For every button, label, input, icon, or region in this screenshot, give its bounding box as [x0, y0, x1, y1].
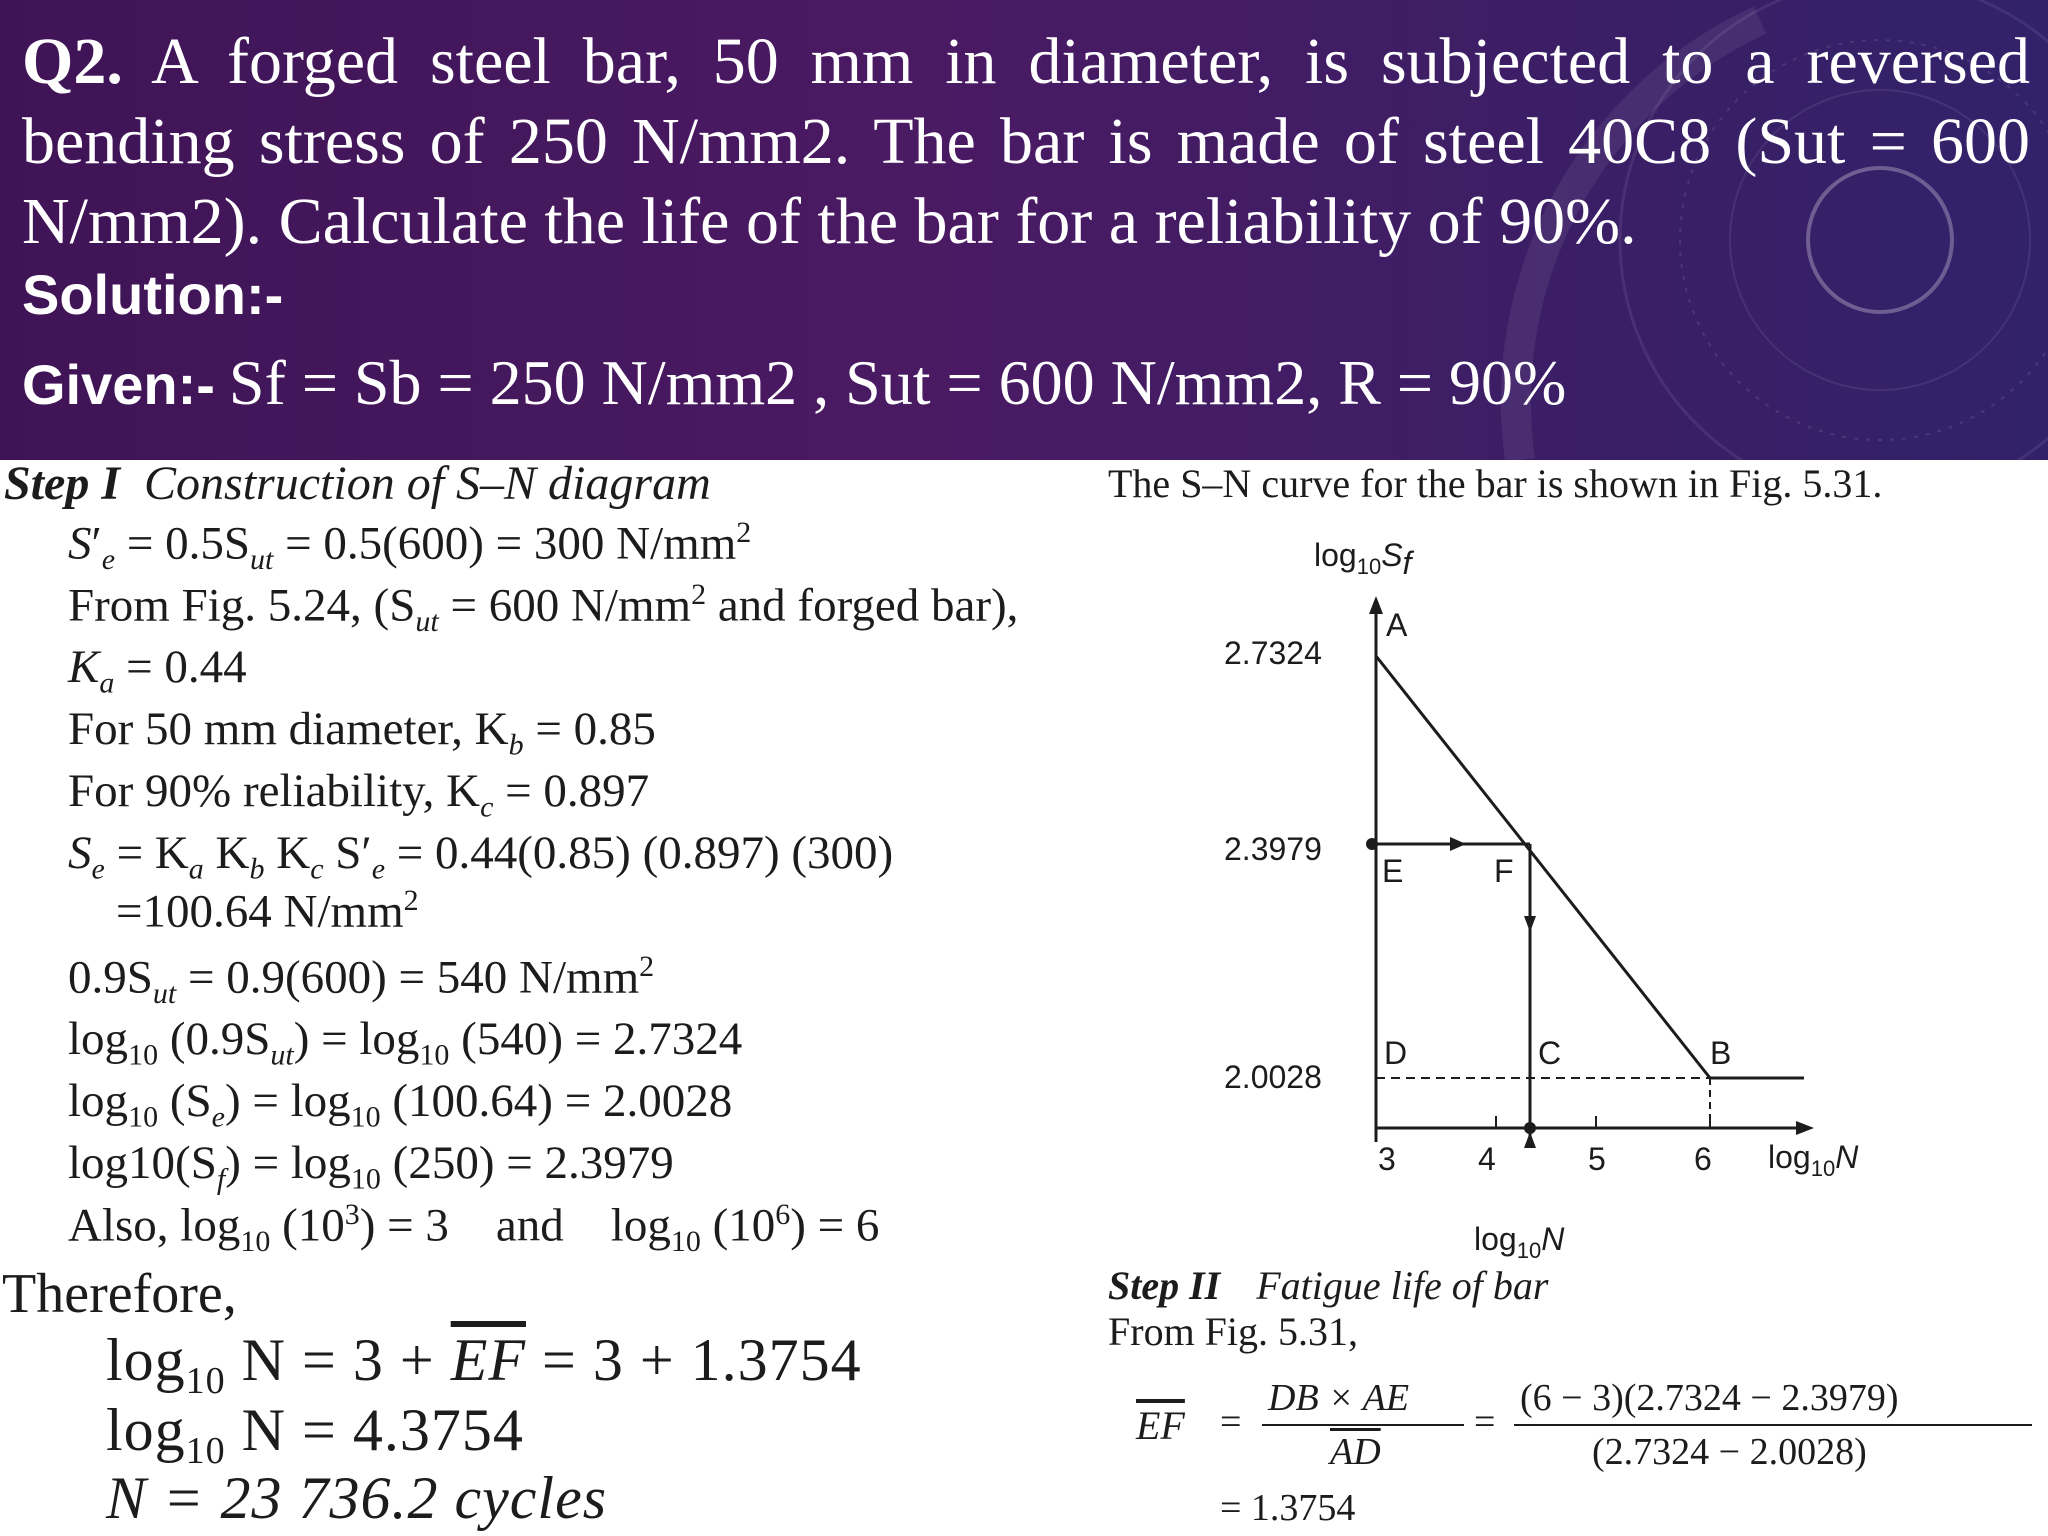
- y-tick-label-3: 2.0028: [1224, 1059, 1322, 1095]
- eq-09sut: $0.9S_{ut} = 0.9(600) = 540$ $N/mm^2$: [68, 950, 655, 1011]
- x-axis-label: $\log_{10}N$: [1768, 1139, 1859, 1181]
- solution-label: Solution:-: [22, 263, 284, 326]
- equals-sign-2: =: [1474, 1401, 1496, 1443]
- point-label-f: F: [1494, 853, 1514, 889]
- ef-result: = 1.3754: [1220, 1487, 1356, 1529]
- question-line-2: bending stress of 250 N/mm2. The bar is made of steel 40C8 (Sut = 600: [22, 105, 2030, 178]
- point-label-e: E: [1382, 853, 1404, 889]
- fraction1-numerator: DB × AE: [1268, 1377, 1410, 1419]
- question-line-3: N/mm2). Calculate the life of the bar for a reliability of 90%.: [22, 185, 1637, 258]
- eq-log-se: $\log_{10} (S_e) = \log_{10} (100.64) = 2.0028$: [68, 1075, 733, 1134]
- sn-diagram: [1180, 520, 1900, 1260]
- step1-label: Step I: [4, 457, 121, 510]
- x-axis-arrow: [1796, 1121, 1814, 1135]
- point-e-dot: [1366, 838, 1378, 850]
- eq-log-09sut: $\log_{10} (0.9S_{ut}) = \log_{10} (540) = 2.7324$: [68, 1013, 743, 1072]
- x-tick-label-6: 6: [1694, 1141, 1712, 1177]
- result-line-2: $\log_{10} N = 4.3754$: [106, 1397, 524, 1472]
- figure-caption: The S–N curve for the bar is shown in Fig. 5.31.: [1108, 461, 1883, 506]
- x-axis-label-bottom: $\log_{10}N$: [1474, 1221, 1565, 1260]
- eq-from-fig-524: From Fig. 5.24, ($S_{ut} = 600$ $N/mm^2$ and forged bar),: [68, 578, 1019, 639]
- point-label-a: A: [1386, 607, 1408, 643]
- y-axis-label: $\log_{10}Sf$: [1314, 537, 1412, 581]
- eq-se-value: =100.64 $N/mm^2$: [116, 884, 419, 938]
- given-row: [22, 346, 1566, 420]
- eq-log-sf: $\log 10(S_f) = \log_{10} (250) = 2.3979$: [68, 1137, 674, 1196]
- therefore-label: Therefore,: [2, 1263, 237, 1325]
- y-axis-arrow: [1369, 596, 1383, 614]
- fraction1-denominator: $\overline{AD}$: [1330, 1431, 1381, 1473]
- eq-kb: For 50 mm diameter, $K_b = 0.85$: [68, 703, 656, 762]
- eq-also-logs: Also, $\log_{10} (10^3) = 3$ and $\log_{10} (10^6) = 6$: [68, 1198, 880, 1259]
- equals-sign-1: =: [1220, 1401, 1242, 1443]
- x-tick-label-4: 4: [1478, 1141, 1496, 1177]
- title-banner: [0, 0, 2048, 460]
- eq-se-prime: $S'_e = 0.5S_{ut} = 0.5(600) = 300$ $N/mm^2$: [68, 516, 752, 577]
- fraction2-denominator: (2.7324 − 2.0028): [1592, 1431, 1867, 1473]
- result-line-3: N = 23 736.2 cycles: [106, 1465, 608, 1531]
- fraction1-bar: [1262, 1424, 1464, 1426]
- step1-heading: [4, 456, 711, 511]
- point-label-d: D: [1384, 1035, 1408, 1071]
- step2-label: Step II: [1108, 1263, 1221, 1308]
- point-label-c: C: [1538, 1035, 1562, 1071]
- eq-kc: For 90% reliability, $K_c = 0.897$: [68, 765, 650, 824]
- given-text: Sf = Sb = 250 N/mm2 , Sut = 600 N/mm2, R = 90%: [228, 347, 1567, 418]
- ef-arrow: [1450, 837, 1466, 851]
- step2-heading: [1108, 1262, 1548, 1309]
- y-tick-label-1: 2.7324: [1224, 635, 1322, 671]
- result-line-1: $\log_{10} N = 3 + \overline{EF} = 3 + 1.3754$: [106, 1327, 862, 1402]
- step1-title: Construction of S–N diagram: [144, 457, 711, 510]
- eq-se: $S_e = K_a$ $K_b$ $K_c$ $S'_e = 0.44(0.85)$ (0.897) (300): [68, 827, 894, 886]
- sn-curve-ab: [1376, 656, 1710, 1078]
- life-arrow-up: [1524, 1132, 1536, 1148]
- x-tick-label-3: 3: [1378, 1141, 1396, 1177]
- y-tick-label-2: 2.3979: [1224, 831, 1322, 867]
- question-label: Q2.: [22, 25, 123, 98]
- step2-title: Fatigue life of bar: [1256, 1263, 1549, 1308]
- question-line-1: Q2. A forged steel bar, 50 mm in diameter, is subjected to a reversed: [22, 25, 2031, 98]
- ef-lhs: $\overline{EF}$: [1136, 1403, 1185, 1448]
- fraction2-bar: [1514, 1424, 2032, 1426]
- given-label: Given:-: [22, 353, 215, 416]
- from-fig-531: From Fig. 5.31,: [1108, 1309, 1359, 1354]
- point-label-b: B: [1710, 1035, 1732, 1071]
- fraction2-numerator: (6 − 3)(2.7324 − 2.3979): [1520, 1377, 1899, 1419]
- eq-ka: $K_a = 0.44$: [68, 641, 247, 700]
- x-tick-label-5: 5: [1588, 1141, 1606, 1177]
- f-down-arrow: [1524, 916, 1536, 932]
